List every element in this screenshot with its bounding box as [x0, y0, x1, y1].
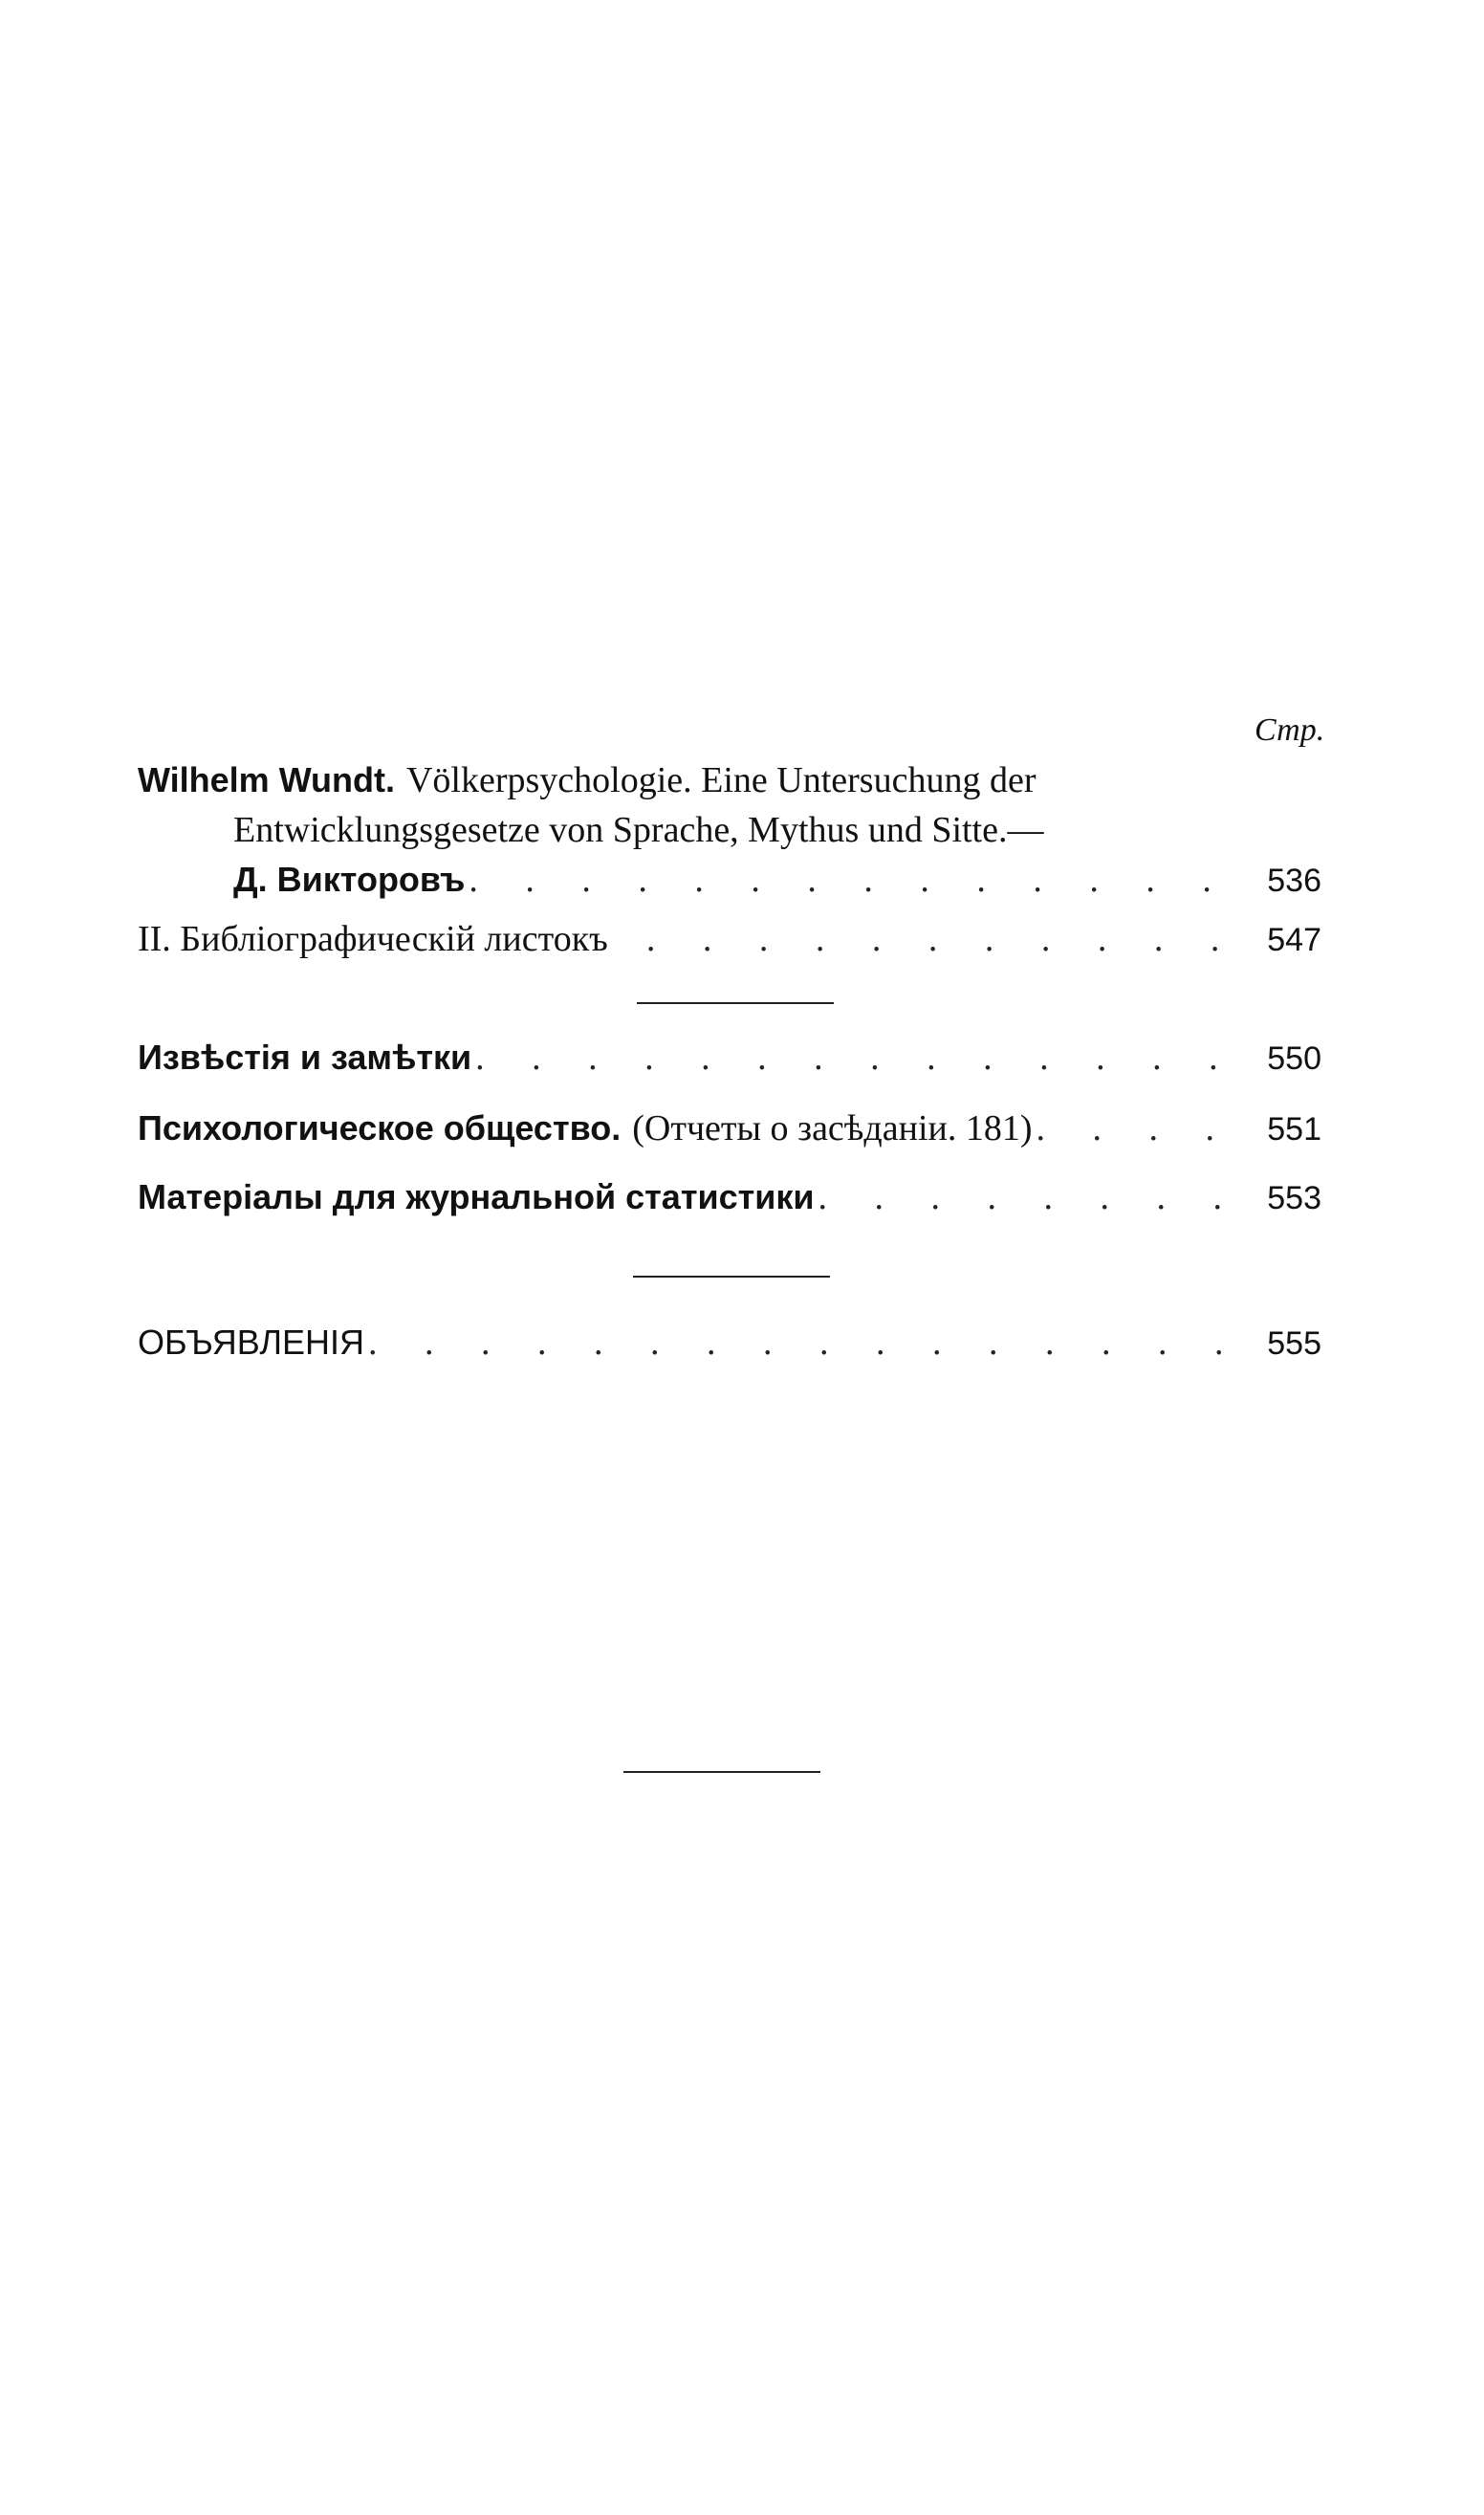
entry-page-number: 555: [1267, 1325, 1321, 1362]
entry-label: Извѣстія и замѣтки: [138, 1038, 472, 1077]
entry-title-line2: Entwicklungsgesetze von Sprache, Mythus und Sitte.—: [233, 810, 1044, 850]
entry-label-rest: (Отчеты о засѣданіи. 181): [632, 1108, 1033, 1148]
entry-label: Матеріалы для журнальной статистики: [138, 1177, 815, 1216]
leader-dots: [646, 914, 1249, 964]
leader-dots: [1037, 1104, 1249, 1153]
entry-title-line1: Völkerpsychologie. Eine Untersuchung der: [405, 760, 1037, 800]
leader-dots: [818, 1172, 1249, 1222]
toc-entry-bibliography: [138, 914, 1321, 965]
toc-entry-wundt: [138, 755, 1321, 906]
entry-page-number: 551: [1267, 1111, 1321, 1148]
entry-author: Wilhelm Wundt.: [138, 760, 395, 799]
section-divider: [633, 1276, 830, 1278]
toc-entry-news: [138, 1033, 1321, 1083]
entry-page-number: 536: [1267, 863, 1321, 899]
section-divider: [637, 1002, 834, 1004]
page-column-header: Стр.: [1255, 712, 1325, 748]
toc-entry-announcements: [138, 1318, 1321, 1368]
entry-label: ОБЪЯВЛЕНІЯ: [138, 1323, 364, 1362]
entry-reviewer: Д. Викторовъ: [233, 860, 466, 899]
entry-label: II. Библіографическій листокъ: [138, 919, 608, 959]
toc-entry-society: [138, 1104, 1321, 1154]
entry-label-bold: Психологическое общество.: [138, 1108, 622, 1148]
entry-page-number: 547: [1267, 922, 1321, 958]
leader-dots: [475, 1033, 1249, 1083]
entry-page-number: 553: [1267, 1180, 1321, 1216]
leader-dots: [368, 1318, 1249, 1367]
section-divider: [623, 1771, 820, 1773]
entry-page-number: 550: [1267, 1040, 1321, 1077]
leader-dots: [469, 855, 1249, 905]
toc-entry-materials: [138, 1172, 1321, 1223]
